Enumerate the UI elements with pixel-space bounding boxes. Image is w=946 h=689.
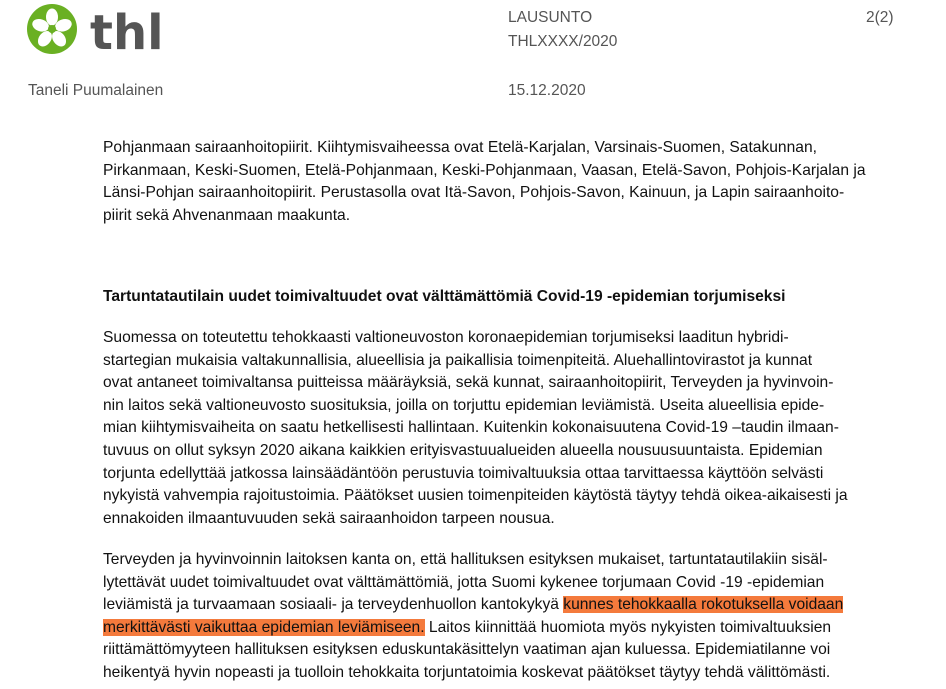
logo-wordmark: thl <box>90 5 164 57</box>
text-line: Terveyden ja hyvinvoinnin laitoksen kanta on, että hallituksen esityksen mukaiset, tartuntatautilakiin sisäl- <box>103 551 828 568</box>
text-line: piirit sekä Ahvenanmaan maakunta. <box>103 206 351 224</box>
text-line: tuvuus on ollut syksyn 2020 aikana kaikkien erityisvastuualueiden alueella nousuusuuntaista. Epidemian <box>103 441 823 459</box>
page-number: 2(2) <box>866 9 894 26</box>
text-line: nin laitos sekä valtioneuvosto suosituksia, joilla on torjuttu epidemian leviämistä. Useita alueellisia epide- <box>103 396 825 414</box>
text-line: nykyistä vahvempia rajoitustoimia. Päätökset uusien toimenpiteiden käytöstä täytyy tehdä oikea-aikaisesti ja <box>103 487 848 505</box>
text-line: Pirkanmaan, Keski-Suomen, Etelä-Pohjanmaan, Keski-Pohjanmaan, Vaasan, Etelä-Savon, Pohjois-Karjalan ja <box>103 161 866 179</box>
text-line: startegian mukaisia valtakunnallisia, alueellisia ja paikallisia toimenpiteitä. Aluehallintovirastot ja kunnat <box>103 351 813 369</box>
paragraph-measures <box>103 327 913 530</box>
text-line: lytettävät uudet toimivaltuudet ovat välttämättömiä, jotta Suomi kykenee torjumaan Covid -19 -epidemian <box>103 573 825 591</box>
highlighted-text: merkittävästi vaikuttaa epidemian leviämiseen. <box>103 618 425 636</box>
text-line: mian kiihtymisvaiheita on saatu hetkellisesti hallintaan. Kuitenkin kokonaisuutena Covid-19 –taudin ilmaan- <box>103 419 839 437</box>
text-line: heikentyä hyvin nopeasti ja tuolloin tehokkaita torjuntatoimia koskevat päätökset täytyy tehdä välittömästi. <box>103 663 831 681</box>
text-line: Pohjanmaan sairaanhoitopiirit. Kiihtymisvaiheessa ovat Etelä-Karjalan, Varsinais-Suomen, Satakunnan, <box>103 139 817 156</box>
text-line: ennakoiden ilmaantuvuuden sekä sairaanhoidon tarpeen nousua. <box>103 509 555 527</box>
text-line: ovat antaneet toimivaltansa puitteissa määräyksiä, sekä kunnat, sairaanhoitopiirit, Terveyden ja hyvinvoin- <box>103 374 834 392</box>
author-name: Taneli Puumalainen <box>28 82 164 99</box>
paragraph-intro <box>103 137 913 227</box>
text-segment: leviämistä ja turvaamaan sosiaali- ja terveydenhuollon kantokykyä <box>103 596 564 614</box>
highlighted-text: kunnes tehokkaalla rokotuksella voidaan <box>563 596 844 614</box>
document-type: LAUSUNTO <box>508 9 593 26</box>
text-line: Suomessa on toteutettu tehokkaasti valtioneuvoston koronaepidemian torjumiseksi laaditun hybridi- <box>103 329 789 346</box>
document-reference: THLXXXX/2020 <box>508 33 618 50</box>
thl-logo-graphic <box>26 1 176 57</box>
text-line <box>103 617 913 640</box>
thl-logo <box>26 1 176 57</box>
text-line: Länsi-Pohjan sairaanhoitopiirit. Perustasolla ovat Itä-Savon, Pohjois-Savon, Kainuun, ja Lapin sairaanhoito- <box>103 184 845 202</box>
flower-icon <box>27 4 77 54</box>
text-line <box>103 594 913 617</box>
document-date: 15.12.2020 <box>508 82 586 99</box>
text-segment: Laitos kiinnittää huomiota myös nykyisten toimivaltuuksien <box>424 618 832 636</box>
paragraph-position <box>103 549 913 685</box>
text-line: torjunta edellyttää jatkossa lainsäädäntöön perustuvia toimivaltuuksia ottaa tarvittaessa käyttöön selvästi <box>103 464 824 482</box>
text-line: riittämättömyyteen hallituksen esityksen eduskuntakäsittelyn vaatiman ajan kuluessa. Epidemiatilanne voi <box>103 641 831 659</box>
section-heading: Tartuntatautilain uudet toimivaltuudet ovat välttämättömiä Covid-19 -epidemian torjumiseksi <box>103 288 786 305</box>
